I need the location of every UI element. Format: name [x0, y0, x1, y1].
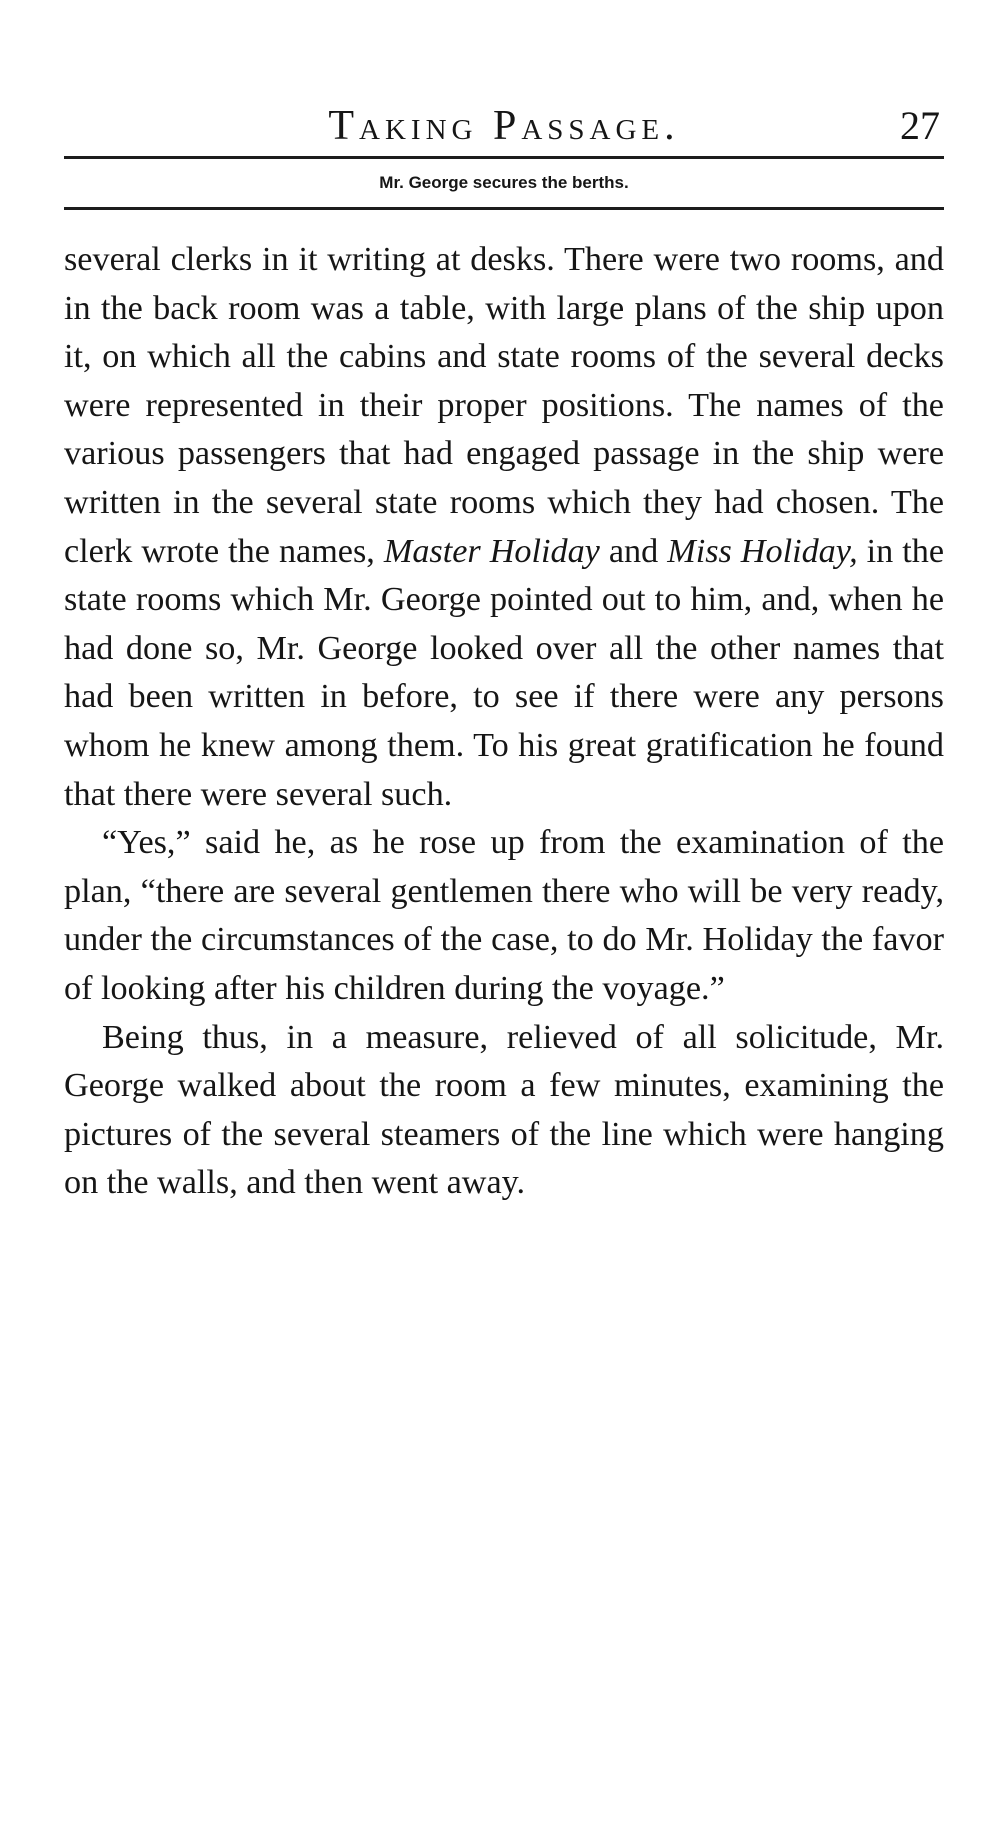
- book-page: [64, 100, 944, 1208]
- paragraph-3: Being thus, in a measure, relieved of all solicitude, Mr. George walked about the room a few minutes, examining the pictures of the several steamers of the line which were hanging on the walls, and then went away.: [64, 1018, 944, 1202]
- page-number: 27: [900, 103, 940, 148]
- body-text: [64, 236, 944, 1208]
- name-miss-holiday: Miss Holiday,: [667, 532, 858, 570]
- running-title: Taking Passage.: [328, 103, 680, 149]
- page-subheading: Mr. George secures the berths.: [379, 173, 629, 192]
- running-head: [64, 100, 944, 156]
- paragraph-2: “Yes,” said he, as he rose up from the examination of the plan, “there are several gentlemen there who will be very ready, under the circumstances of the case, to do Mr. Holiday the favor of looking after his children during the voyage.”: [64, 824, 944, 1007]
- bottom-rule: [64, 207, 944, 210]
- paragraph-1: [64, 236, 944, 819]
- paragraph-1-part-3: in the state rooms which Mr. George pointed out to him, and, when he had done so, Mr. George looked over all the other names that had been written in before, to see if there were any persons whom he knew among them. To his great gratification he found that there were several such.: [64, 532, 944, 813]
- name-master-holiday: Master Holiday: [383, 532, 600, 570]
- paragraph-1-part-2: and: [599, 532, 668, 570]
- paragraph-1-part-1: several clerks in it writing at desks. There were two rooms, and in the back room was a table, with large plans of the ship upon it, on which all the cabins and state rooms of the several decks were represented in their proper positions. The names of the various passengers that had engaged passage in the ship were written in the several state rooms which they had chosen. The clerk wrote the names,: [64, 241, 944, 570]
